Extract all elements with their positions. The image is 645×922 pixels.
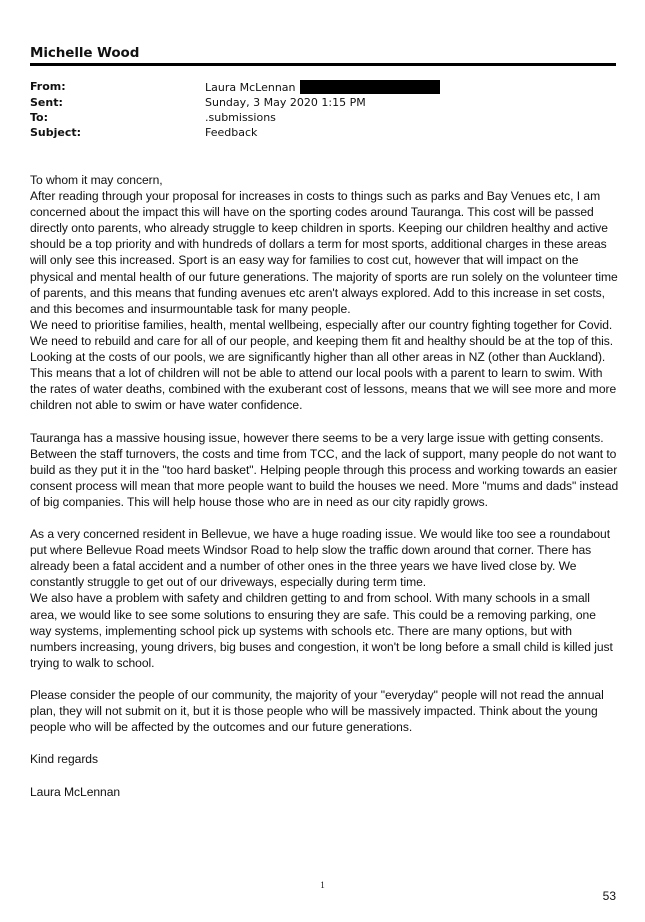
to-value: .submissions: [205, 111, 276, 124]
paragraph: We also have a problem with safety and children getting to and from school. With many schools in a small area, we would like to see some solutions to ensuring they are safe. This could be a removing parking, one way systems, implementing school pick up systems with schools etc. There are many options, but with numbers increasing, young drivers, big buses and congestion, it won't be long before a small child is killed just trying to walk to school.: [30, 591, 613, 670]
redaction-box: [300, 80, 440, 94]
page-number: 1: [320, 880, 325, 890]
to-label: To:: [30, 111, 48, 124]
email-body: [30, 172, 620, 800]
subject-label: Subject:: [30, 126, 82, 139]
sent-value: Sunday, 3 May 2020 1:15 PM: [205, 96, 366, 109]
document-number: 53: [602, 889, 616, 903]
paragraph: We need to prioritise families, health, mental wellbeing, especially after our country fighting together for Covid. We need to rebuild and care for all of our people, and keeping them fit and healthy should be at the top of this.: [30, 317, 614, 348]
sent-label: Sent:: [30, 96, 63, 109]
sender-name: Michelle Wood: [30, 45, 140, 61]
paragraph: Tauranga has a massive housing issue, however there seems to be a very large issue with getting consents. Between the staff turnovers, the costs and time from TCC, and the lack of support, many people do not want to build as they put it in the "too hard basket". Helping people through this process and working towards an easier consent process will mean that more people want to build the houses we need. More "mums and dads" instead of big companies. This will help house those who are in need as our city rapidly grows.: [30, 430, 619, 509]
paragraph: Looking at the costs of our pools, we are significantly higher than all other areas in NZ (other than Auckland). This means that a lot of children will not be able to attend our local pools with a parent to learn to swim. With the rates of water deaths, combined with the exuberant cost of lessons, means that we will see more and more children not able to swim or have water confidence.: [30, 350, 617, 413]
paragraph: As a very concerned resident in Bellevue, we have a huge roading issue. We would like too see a roundabout put where Bellevue Road meets Windsor Road to help slow the traffic down around that corner. There has already been a fatal accident and a number of other ones in the three years we have lived close by. We constantly struggle to get out of our driveways, especially during term time.: [30, 527, 611, 590]
from-label: From:: [30, 80, 66, 93]
paragraph: Please consider the people of our community, the majority of your "everyday" people will not read the annual plan, they will not submit on it, but it is those people who will be massively impacted. Think about the young people who will be affected by the outcomes and our future generations.: [30, 688, 604, 735]
from-value: [205, 80, 440, 94]
paragraph: After reading through your proposal for increases in costs to things such as parks and Bay Venues etc, I am concerned about the impact this will have on the sporting codes around Tauranga. This cost will be passed directly onto parents, who already struggle to keep children in sports. Keeping our children healthy and active should be a top priority and with hundreds of dollars a term for most sports, additional charges in these areas will only see this increased. Sport is an easy way for families to cost cut, however that will impact on the physical and mental health of our future generations. The majority of sports are run solely on the volunteer time of parents, and this means that funding avenues etc aren't always explored. Add to this increase in set costs, and this becomes and insurmountable task for many people.: [30, 189, 618, 316]
greeting: To whom it may concern,: [30, 173, 163, 187]
from-name: Laura McLennan: [205, 81, 296, 94]
signoff: Kind regards: [30, 752, 98, 767]
signature: Laura McLennan: [30, 784, 121, 799]
subject-value: Feedback: [205, 126, 258, 139]
header-rule: [30, 63, 616, 66]
